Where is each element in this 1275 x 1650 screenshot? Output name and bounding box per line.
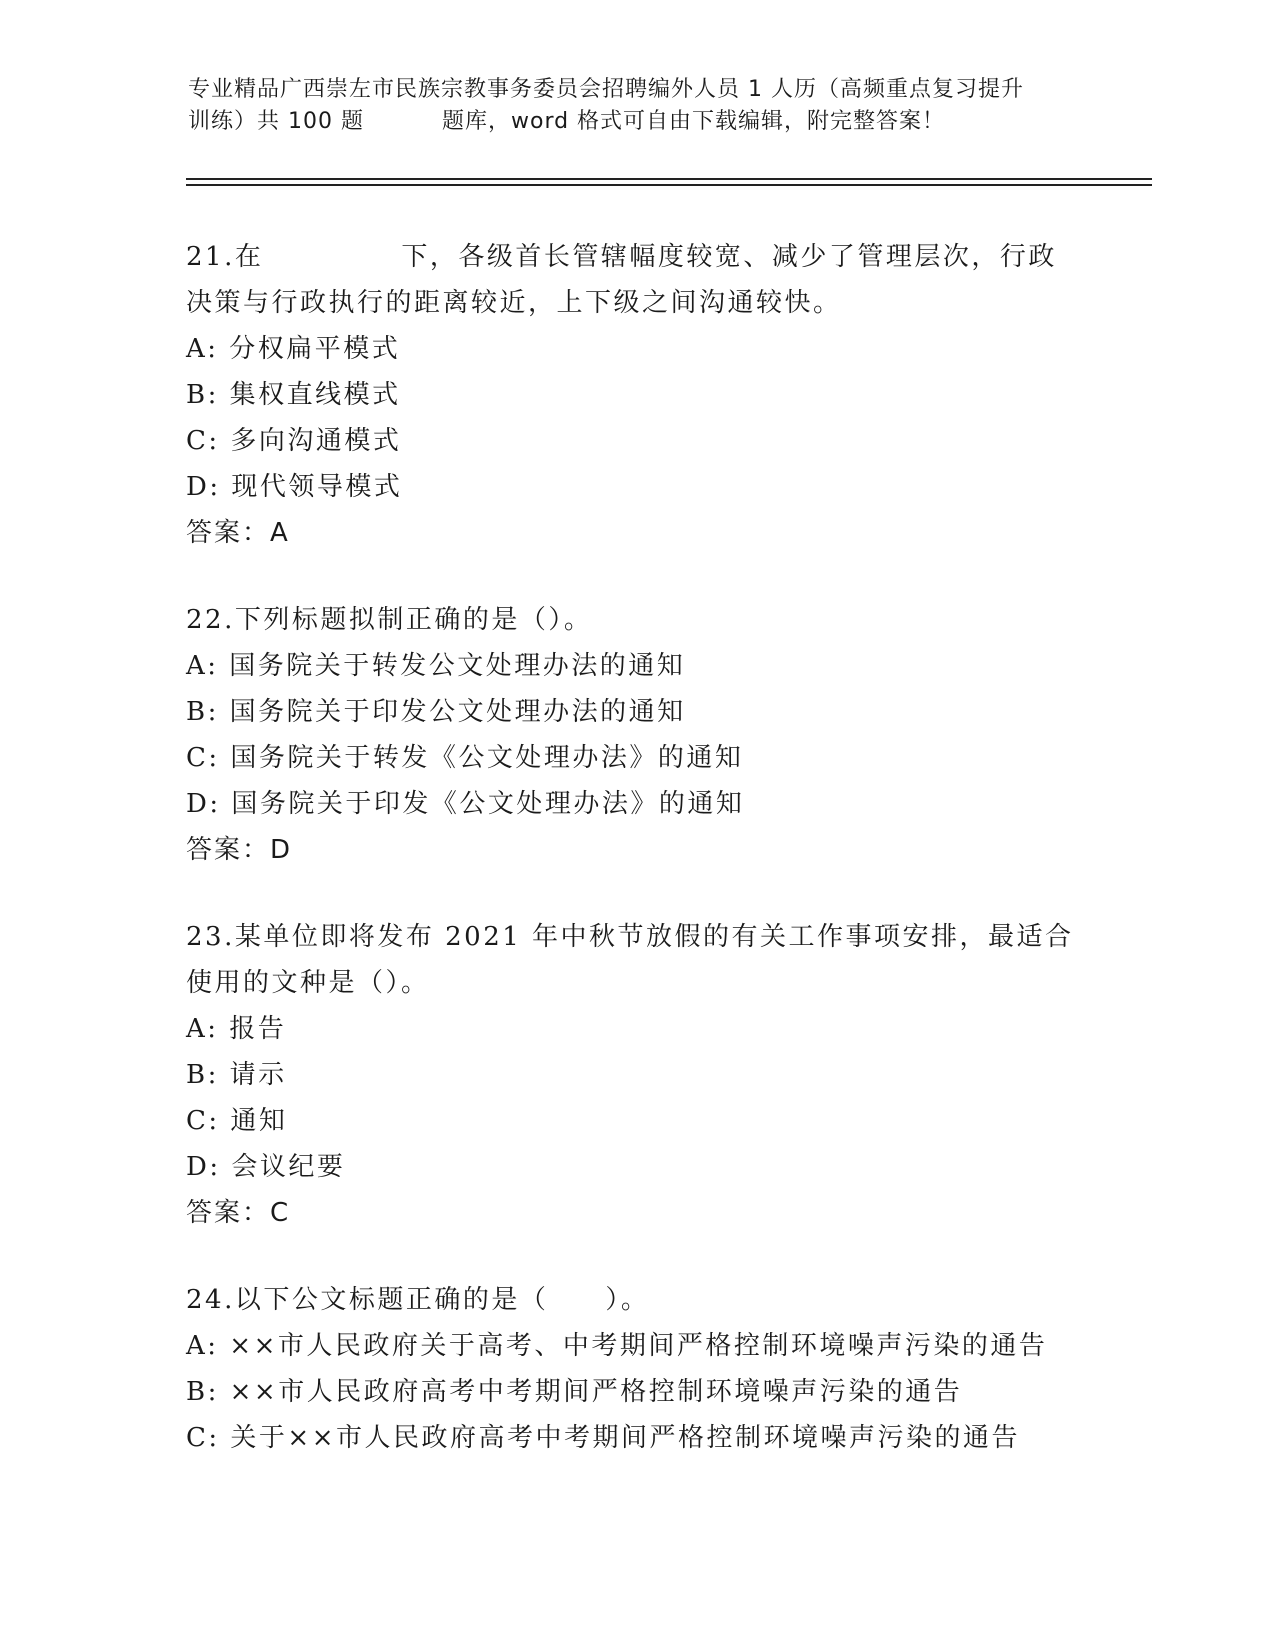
answer-label: 答案：D	[186, 835, 293, 865]
question-24	[186, 1277, 1086, 1461]
option-a: A: 分权扁平模式	[186, 334, 401, 364]
option-b: B: 国务院关于印发公文处理办法的通知	[186, 697, 686, 727]
header-title-line-2-part-b: 题库，word 格式可自由下载编辑，附完整答案！	[441, 109, 946, 134]
question-23	[186, 914, 1086, 1236]
option-a: A: ××市人民政府关于高考、中考期间严格控制环境噪声污染的通告	[186, 1331, 1048, 1361]
question-stem-line-2: 决策与行政执行的距离较近，上下级之间沟通较快。	[186, 288, 842, 318]
question-stem: 24.以下公文标题正确的是（ ）。	[186, 1285, 650, 1315]
option-c: C: 关于××市人民政府高考中考期间严格控制环境噪声污染的通告	[186, 1423, 1020, 1453]
header-divider-top	[186, 178, 1152, 180]
option-b: B: 集权直线模式	[186, 380, 401, 410]
option-c: C: 国务院关于转发《公文处理办法》的通知	[186, 743, 744, 773]
question-stem-part-b: 下，各级首长管辖幅度较宽、减少了管理层次，行政	[401, 242, 1057, 272]
header-title-line-1: 专业精品广西崇左市民族宗教事务委员会招聘编外人员 1 人历（高频重点复习提升	[188, 77, 1024, 102]
question-stem: 23.某单位即将发布 2021 年中秋节放假的有关工作事项安排，最适合	[186, 922, 1074, 952]
answer-label: 答案：C	[186, 1198, 291, 1228]
option-a: A: 国务院关于转发公文处理办法的通知	[186, 651, 686, 681]
document-header	[188, 74, 1088, 138]
question-list	[186, 234, 1086, 1502]
question-stem-line-2: 使用的文种是（）。	[186, 968, 430, 998]
option-b: B: 请示	[186, 1060, 287, 1090]
answer-label: 答案：A	[186, 518, 290, 548]
option-c: C: 多向沟通模式	[186, 426, 402, 456]
question-stem: 22.下列标题拟制正确的是（）。	[186, 605, 593, 635]
option-d: D: 现代领导模式	[186, 472, 403, 502]
option-d: D: 国务院关于印发《公文处理办法》的通知	[186, 789, 745, 819]
question-stem	[186, 234, 1086, 280]
option-d: D: 会议纪要	[186, 1152, 346, 1182]
question-21	[186, 234, 1086, 556]
question-22	[186, 597, 1086, 873]
option-b: B: ××市人民政府高考中考期间严格控制环境噪声污染的通告	[186, 1377, 963, 1407]
header-title-line-2-part-a: 训练）共 100 题	[188, 109, 364, 134]
option-a: A: 报告	[186, 1014, 287, 1044]
header-divider-bottom	[186, 184, 1152, 186]
option-c: C: 通知	[186, 1106, 288, 1136]
question-stem-part-a: 21.在	[186, 242, 264, 272]
header-title-line-2	[188, 106, 1088, 138]
